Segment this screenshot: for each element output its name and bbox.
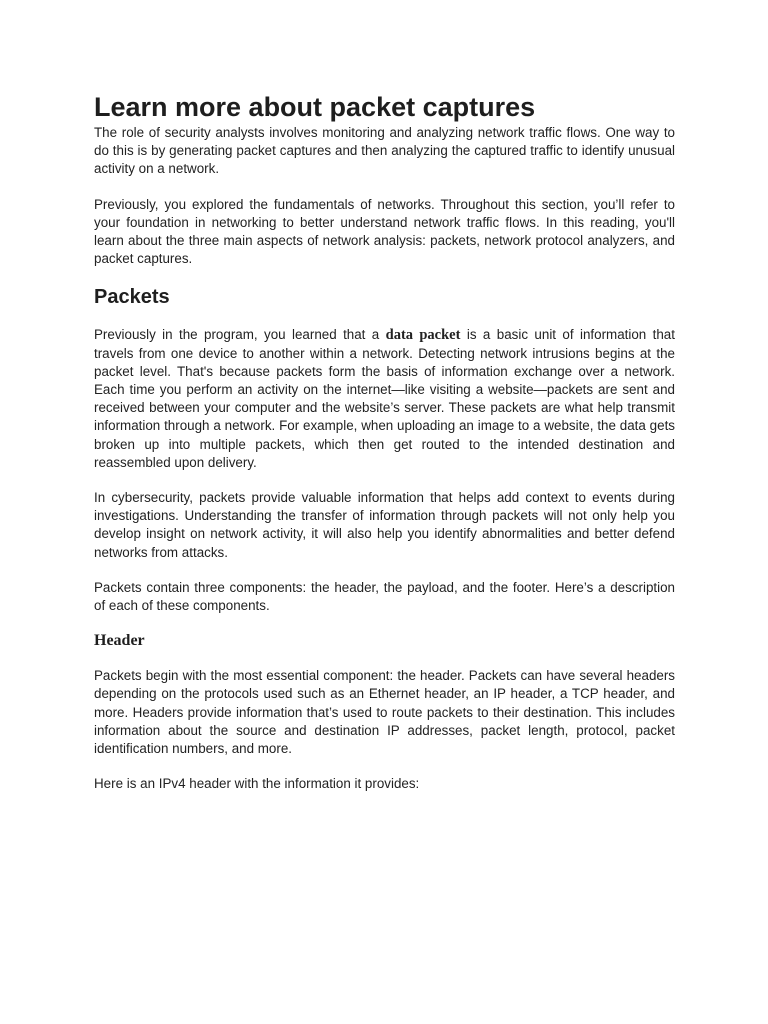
intro-paragraph-2: Previously, you explored the fundamentals of networks. Throughout this section, you’ll refer to your foundation in networking to better understand network traffic flows. In this reading, you'll learn about the three main aspects of network analysis: packets, network protocol analyzers, and packet captures. bbox=[94, 196, 675, 267]
intro-paragraph-1: The role of security analysts involves monitoring and analyzing network traffic flows. One way to do this is by generating packet captures and then analyzing the captured traffic to identify unusual activity on a network. bbox=[94, 125, 675, 177]
header-paragraph-1: Packets begin with the most essential component: the header. Packets can have several headers depending on the protocols used such as an Ethernet header, an IP header, a TCP header, and more. Headers provide information that’s used to route packets to their destination. This includes information about the source and destination IP addresses, packet length, protocol, packet identification numbers, and more. bbox=[94, 668, 675, 757]
data-packet-term: data packet bbox=[385, 327, 461, 344]
header-paragraph-2: Here is an IPv4 header with the information it provides: bbox=[94, 776, 420, 792]
packets-paragraph-1 bbox=[94, 326, 675, 472]
packets-paragraph-3: Packets contain three components: the header, the payload, and the footer. Here’s a description of each of these components. bbox=[94, 579, 675, 614]
packets-paragraph-1-rest: is a basic unit of information that travels from one device to another within a network. Detecting network intrusions begins at the packet level. That's because packets form the basis of information exchange over a network. Each time you perform an activity on the internet—like visiting a website—packets are sent and received between your computer and the website’s server. These packets are what help transmit information through a network. For example, when uploading an image to a website, the data gets broken up into multiple packets, which then get routed to the intended destination and reassembled upon delivery. bbox=[94, 327, 675, 470]
header-subheading: Header bbox=[94, 632, 145, 650]
packets-heading: Packets bbox=[94, 286, 170, 309]
packets-paragraph-1-lead: Previously in the program, you learned that a bbox=[94, 327, 386, 343]
packets-paragraph-2: In cybersecurity, packets provide valuable information that helps add context to events during investigations. Understanding the transfer of information through packets will not only help you develop insight on network activity, it will also help you identify abnormalities and better defend networks from attacks. bbox=[94, 490, 675, 560]
page-title: Learn more about packet captures bbox=[94, 92, 536, 122]
